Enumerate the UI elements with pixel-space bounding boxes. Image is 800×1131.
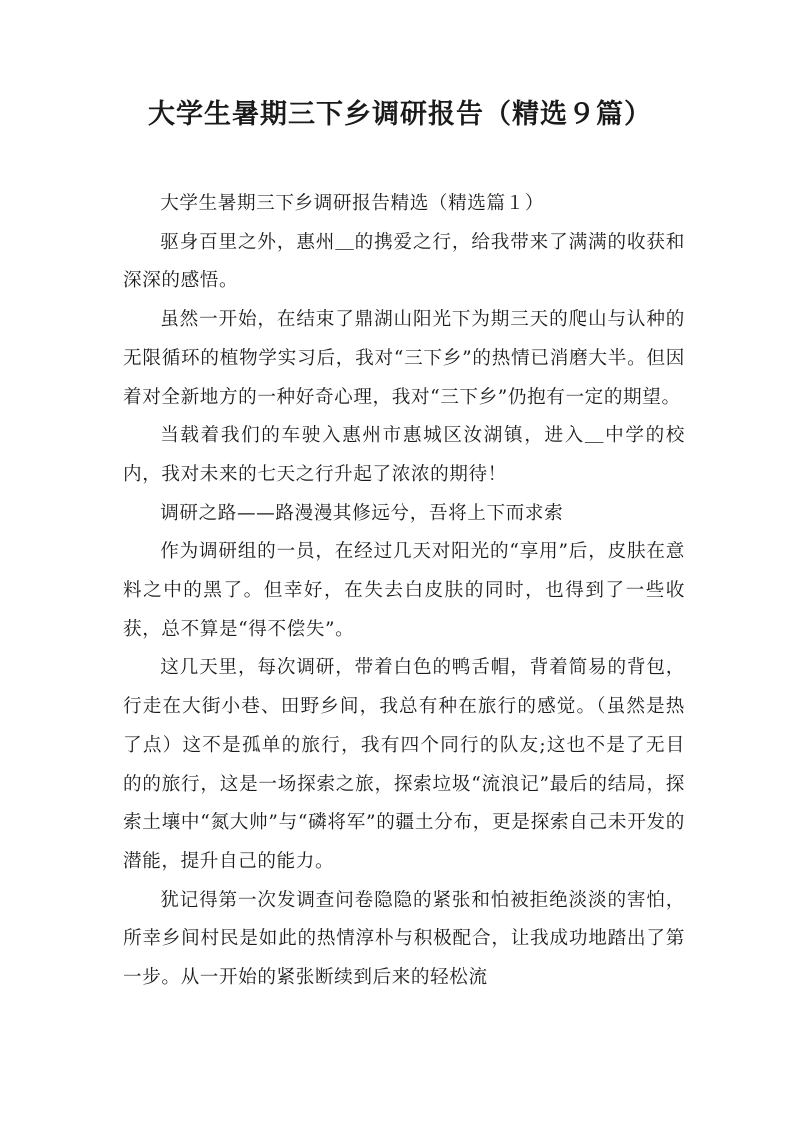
document-body — [123, 185, 685, 998]
paragraph-section-heading: 大学生暑期三下乡调研报告精选（精选篇１） — [160, 193, 545, 214]
paragraph: 虽然一开始，在结束了鼎湖山阳光下为期三天的爬山与认种的无限循环的植物学实习后，我对“三下乡”的热情已消磨大半。但因着对全新地方的一种好奇心理，我对“三下乡”仍抱有一定的期望。 — [123, 309, 685, 408]
paragraph: 作为调研组的一员，在经过几天对阳光的“享用”后，皮肤在意料之中的黑了。但幸好，在失去白皮肤的同时，也得到了一些收获，总不算是“得不偿失”。 — [123, 541, 685, 640]
paragraph: 当载着我们的车驶入惠州市惠城区汝湖镇，进入＿中学的校内，我对未来的七天之行升起了浓浓的期待！ — [123, 425, 685, 485]
document-title: 大学生暑期三下乡调研报告（精选９篇） — [148, 99, 652, 130]
paragraph: 这几天里，每次调研，带着白色的鸭舌帽，背着简易的背包，行走在大街小巷、田野乡间，我总有种在旅行的感觉。（虽然是热了点）这不是孤单的旅行，我有四个同行的队友;这也不是了无目的的旅行，这是一场探索之旅，探索垃圾“流浪记”最后的结局，探索土壤中“氮大帅”与“磷将军”的疆土分布，更是探索自己未开发的潜能，提升自己的能力。 — [123, 657, 685, 872]
paragraph-subheading: 调研之路——路漫漫其修远兮，吾将上下而求索 — [160, 502, 564, 524]
paragraph: 犹记得第一次发调查问卷隐隐的紧张和怕被拒绝淡淡的害怕，所幸乡间村民是如此的热情淳朴与积极配合，让我成功地踏出了第一步。从一开始的紧张断续到后来的轻松流 — [123, 889, 685, 989]
paragraph: 驱身百里之外，惠州＿的携爱之行，给我带来了满满的收获和深深的感悟。 — [123, 231, 685, 292]
